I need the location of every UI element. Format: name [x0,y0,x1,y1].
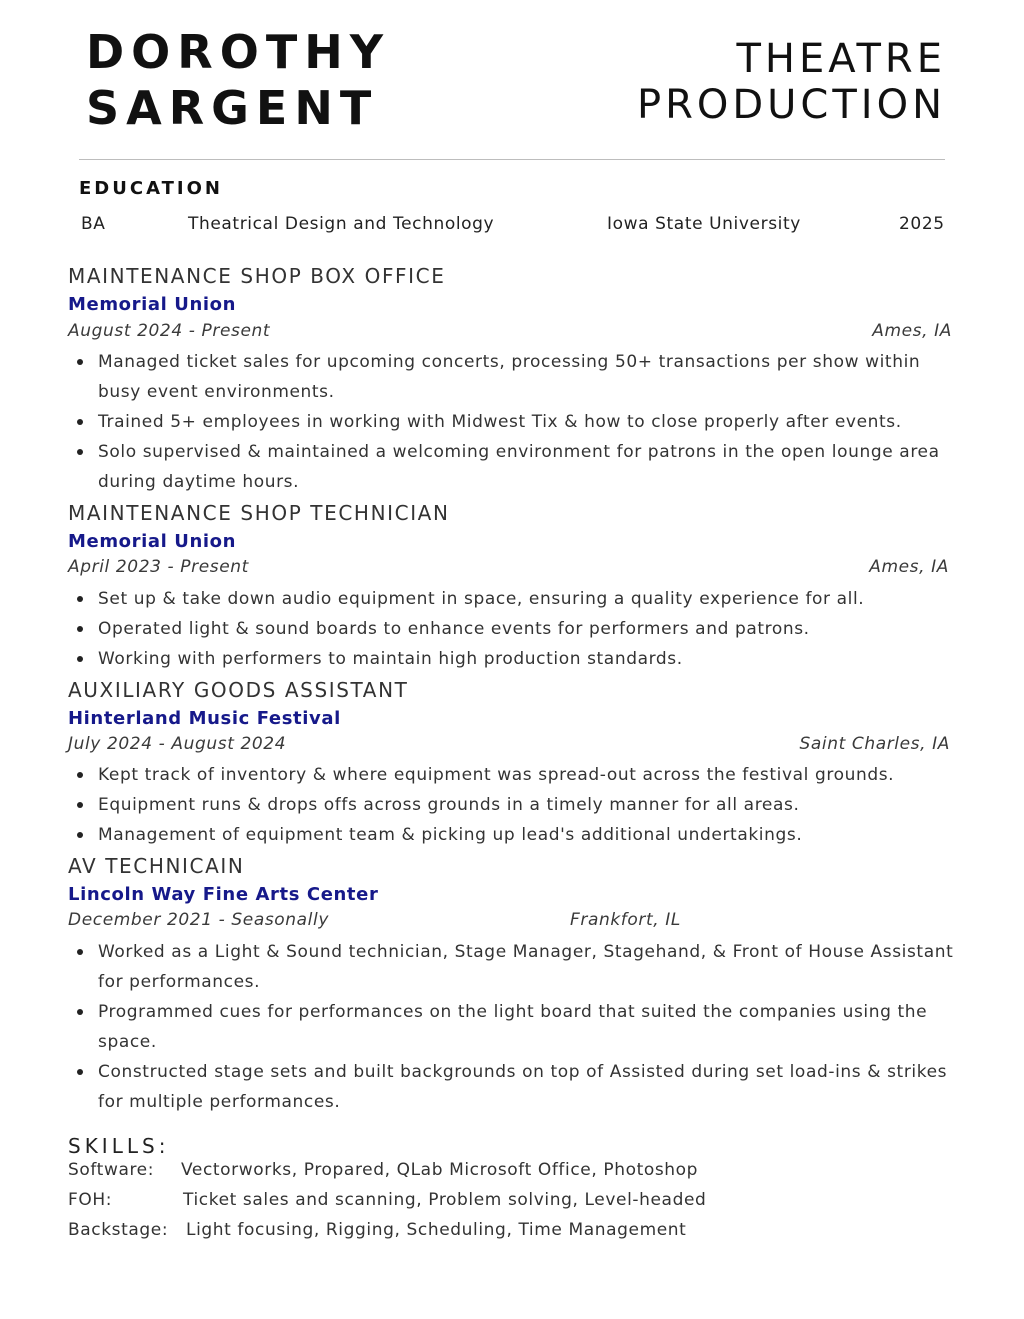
list-item: Programmed cues for performances on the light board that suited the companies using the space. [68,997,968,1057]
list-item: Management of equipment team & picking up lead's additional undertakings. [68,820,968,850]
role-line-1: THEATRE [736,36,946,82]
job-dates: December 2021 - Seasonally [68,910,329,930]
list-item: Worked as a Light & Sound technician, Stage Manager, Stagehand, & Front of House Assistant for performances. [68,937,968,997]
skill-value: Vectorworks, Propared, QLab Microsoft Office, Photoshop [181,1160,699,1180]
education-heading: EDUCATION [79,178,223,199]
name-last: SARGENT [86,81,379,135]
job-title: AV TECHNICAIN [68,854,245,878]
skill-label: Backstage: [68,1220,169,1240]
list-item: Solo supervised & maintained a welcoming environment for patrons in the open lounge area during daytime hours. [68,437,968,497]
job-title: AUXILIARY GOODS ASSISTANT [68,678,409,702]
list-item: Equipment runs & drops offs across grounds in a timely manner for all areas. [68,790,968,820]
header-divider [79,159,945,160]
education-year: 2025 [899,214,945,234]
education-school: Iowa State University [607,214,801,234]
skill-value: Light focusing, Rigging, Scheduling, Time Management [186,1220,687,1240]
list-item: Managed ticket sales for upcoming concerts, processing 50+ transactions per show within busy event environments. [68,347,968,407]
list-item: Working with performers to maintain high production standards. [68,644,968,674]
job-dates: April 2023 - Present [68,557,249,577]
skill-label: Software: [68,1160,155,1180]
job-bullets [68,937,968,1117]
job-organization: Memorial Union [68,294,237,315]
job-location: Ames, IA [872,321,952,341]
name-first: DOROTHY [86,25,390,79]
job-location: Ames, IA [869,557,949,577]
skills-heading: SKILLS: [68,1134,170,1158]
job-bullets [68,584,968,674]
list-item: Kept track of inventory & where equipment was spread-out across the festival grounds. [68,760,968,790]
list-item: Constructed stage sets and built backgrounds on top of Assisted during set load-ins & strikes for multiple performances. [68,1057,968,1117]
skill-value: Ticket sales and scanning, Problem solving, Level-headed [183,1190,707,1210]
list-item: Set up & take down audio equipment in space, ensuring a quality experience for all. [68,584,968,614]
education-degree: BA [81,214,106,234]
skill-label: FOH: [68,1190,113,1210]
job-dates: August 2024 - Present [68,321,271,341]
list-item: Operated light & sound boards to enhance events for performers and patrons. [68,614,968,644]
candidate-name [86,24,390,136]
job-organization: Hinterland Music Festival [68,708,341,729]
job-bullets [68,347,968,497]
list-item: Trained 5+ employees in working with Midwest Tix & how to close properly after events. [68,407,968,437]
job-title: MAINTENANCE SHOP TECHNICIAN [68,501,450,525]
job-location: Saint Charles, IA [799,734,950,754]
education-field: Theatrical Design and Technology [188,214,495,234]
job-organization: Lincoln Way Fine Arts Center [68,884,379,905]
target-role [637,36,946,128]
role-line-2: PRODUCTION [636,82,946,128]
job-bullets [68,760,968,850]
job-location: Frankfort, IL [570,910,681,930]
job-title: MAINTENANCE SHOP BOX OFFICE [68,264,446,288]
job-dates: July 2024 - August 2024 [68,734,287,754]
job-organization: Memorial Union [68,531,237,552]
